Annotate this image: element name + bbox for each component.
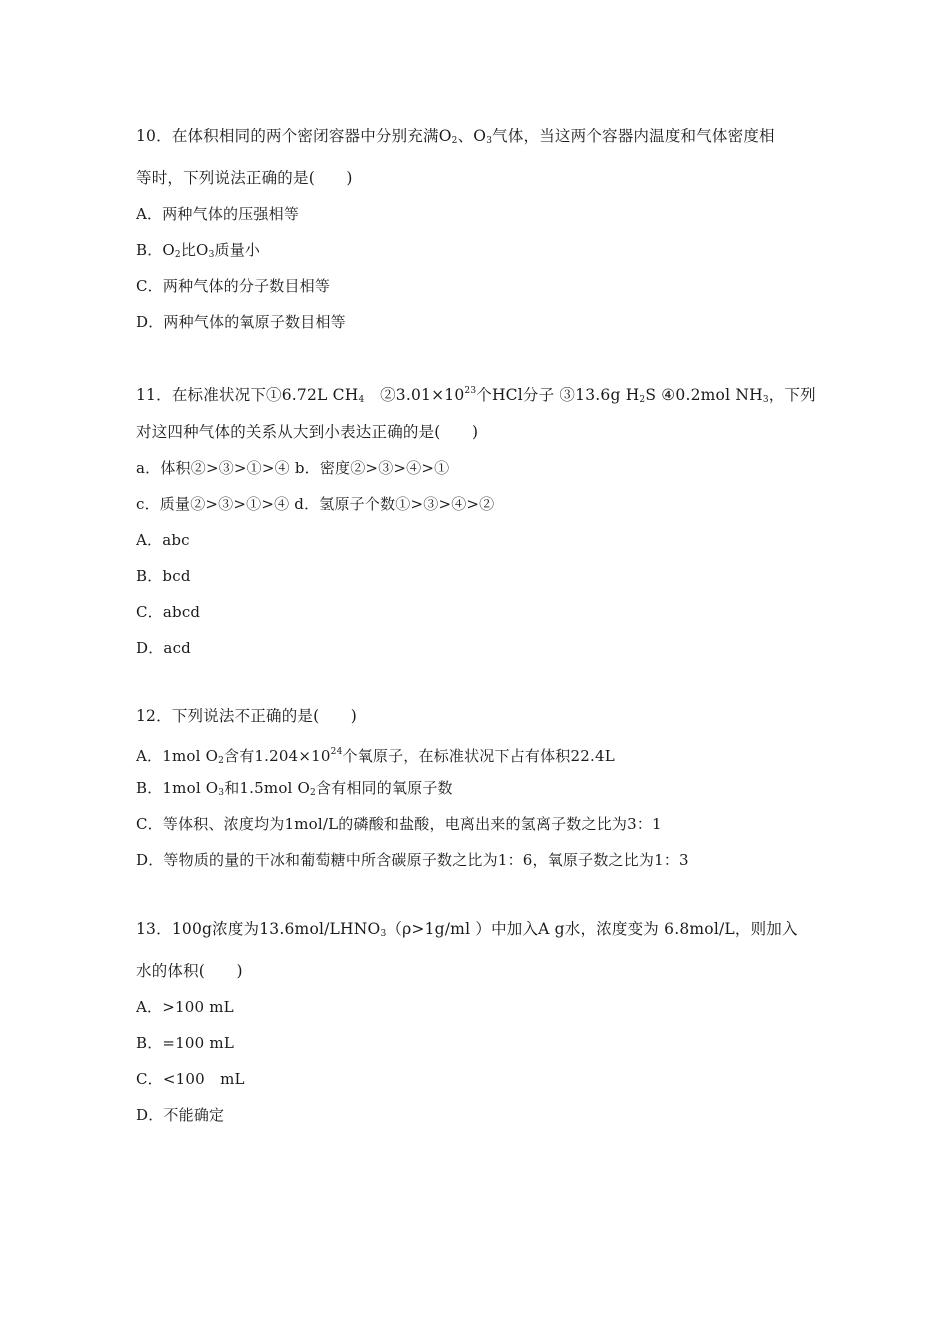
q13-option-d: D．不能确定 <box>136 1106 225 1124</box>
q10-stem-line2: 等时，下列说法正确的是( ) <box>136 169 353 187</box>
q12-option-a: A．1mol $O_2$含有$1.204\times 10^{24}$个氧原子，在标准状况下占有体积22.4L <box>136 747 615 766</box>
q10-option-a: A．两种气体的压强相等 <box>136 205 300 223</box>
q11-stem-line2: 对这四种气体的关系从大到小表达正确的是( ) <box>136 423 479 441</box>
q12-option-d: D．等物质的量的干冰和葡萄糖中所含碳原子数之比为1：6，氧原子数之比为1：3 <box>136 851 689 869</box>
q11-option-d: D．acd <box>136 639 191 657</box>
q11-option-c: C．abcd <box>136 603 201 621</box>
q10-option-d: D．两种气体的氧原子数目相等 <box>136 313 346 331</box>
q11-stem-line1: 11．在标准状况下①6.72L $CH_4$ $②3.01\times 10^{23}$个HCl分子 ③13.6g $H_2S$ ④0.2mol $NH_3$，下列 <box>136 386 816 405</box>
q10-stem-line1: 10．在体积相同的两个密闭容器中分别充满$O_2$、$O_3$气体，当这两个容器内温度和气体密度相 <box>136 127 775 146</box>
q10-option-c: C．两种气体的分子数目相等 <box>136 277 331 295</box>
q11-option-a: A．abc <box>136 531 190 549</box>
q11-item-cd: c．质量②>③>①>④ d．氢原子个数①>③>④>② <box>136 495 495 513</box>
q13-option-a: A．>100 mL <box>136 998 234 1016</box>
q13-stem-line1: 13．100g浓度为$13.6mol/LHNO_3(\rho>1g/ml$ ）中加入A g水，浓度变为 6.8mol/L，则加入 <box>136 920 798 939</box>
q10-option-b: B．$O_2$比$O_3$质量小 <box>136 241 261 260</box>
q12-option-b: B．1mol $O_3$和1.5mol $O_2$含有相同的氧原子数 <box>136 779 453 798</box>
q12-option-c: C．等体积、浓度均为1mol/L的磷酸和盐酸，电离出来的氢离子数之比为3：1 <box>136 815 662 833</box>
q13-option-b: B．=100 mL <box>136 1034 234 1052</box>
q11-item-ab: a．体积②>③>①>④ b．密度②>③>④>① <box>136 459 450 477</box>
q12-stem: 12．下列说法不正确的是( ) <box>136 707 358 725</box>
q13-option-c: C．<100 mL <box>136 1070 245 1088</box>
q11-option-b: B．bcd <box>136 567 191 585</box>
q13-stem-line2: 水的体积( ) <box>136 962 243 980</box>
